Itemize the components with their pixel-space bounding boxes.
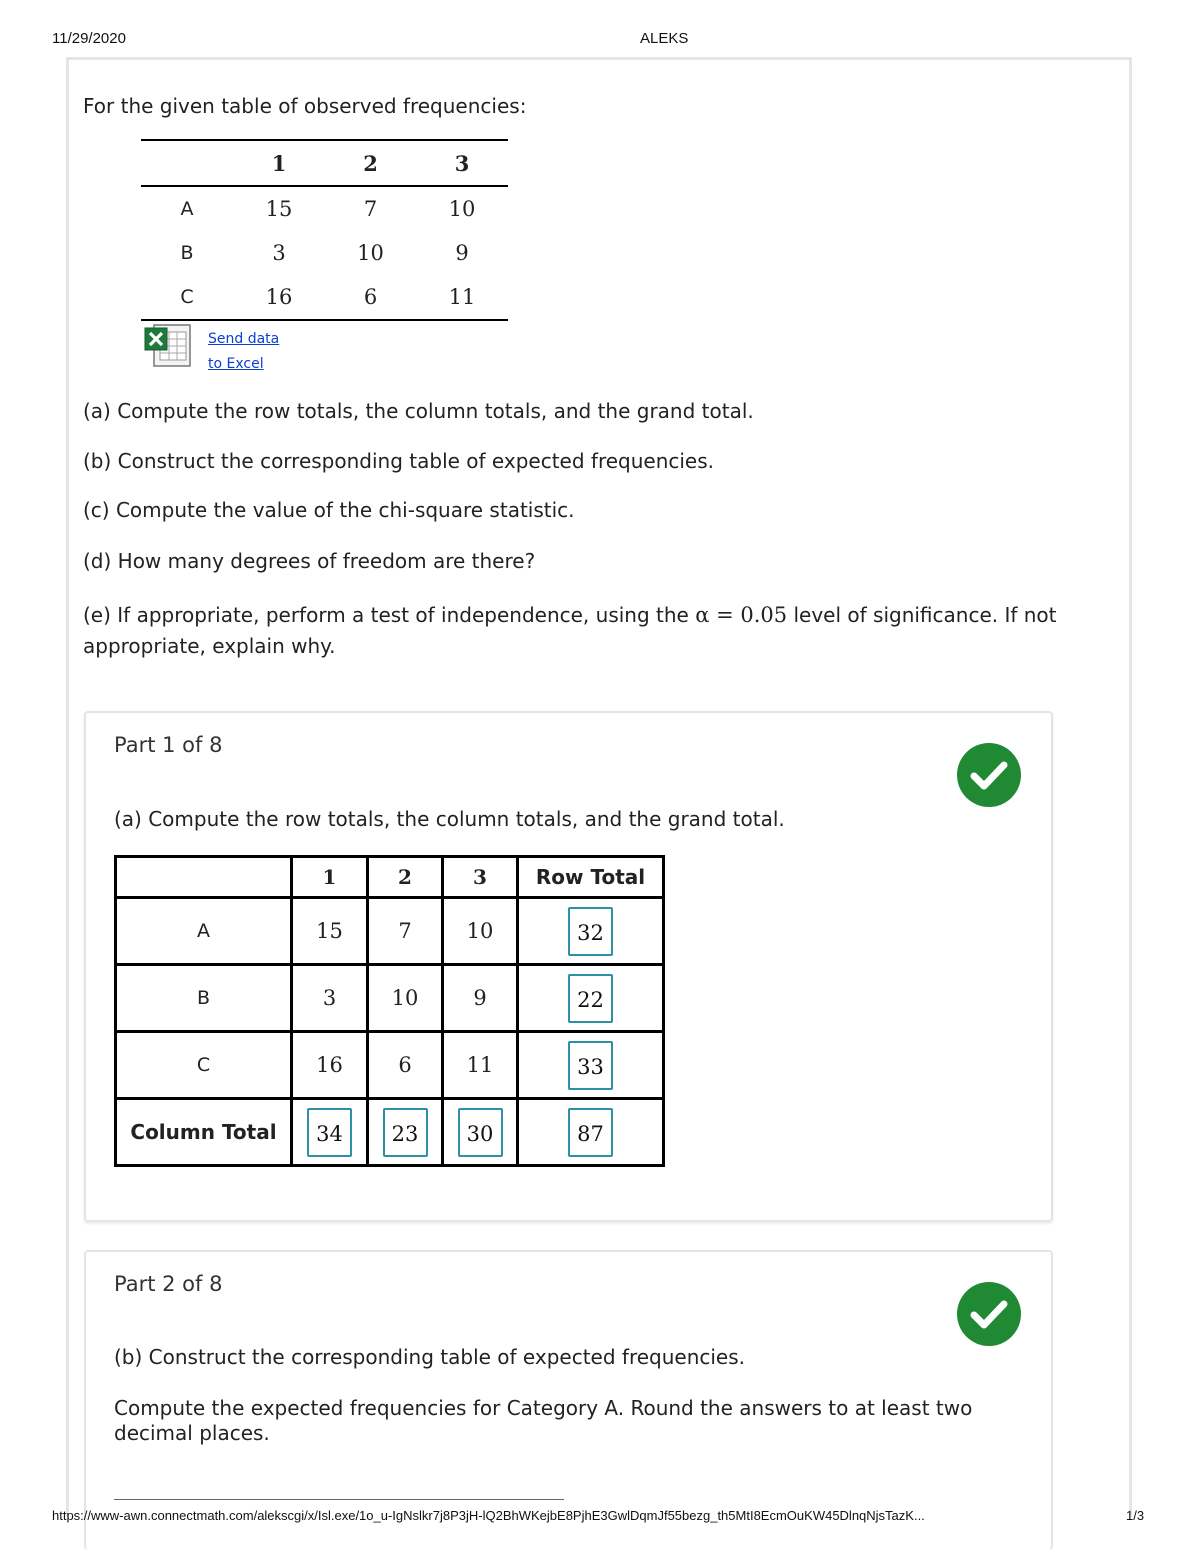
table-row bbox=[116, 965, 664, 1032]
column-header: 1 bbox=[292, 857, 368, 898]
answer-box[interactable]: 34 bbox=[307, 1108, 352, 1157]
question-e bbox=[83, 600, 1073, 662]
part-prompt: (a) Compute the row totals, the column totals, and the grand total. bbox=[114, 807, 785, 831]
part-instruction: Compute the expected frequencies for Category A. Round the answers to at least two decimal places. bbox=[114, 1396, 973, 1445]
column-total-cell bbox=[443, 1099, 518, 1166]
part-prompt: (b) Construct the corresponding table of expected frequencies. bbox=[114, 1345, 746, 1369]
cell-value: 9 bbox=[455, 241, 469, 265]
footer-divider bbox=[114, 1499, 564, 1500]
answer-box[interactable]: 30 bbox=[458, 1108, 503, 1157]
cell-value: 3 bbox=[292, 965, 368, 1032]
part-title: Part 1 of 8 bbox=[114, 733, 223, 757]
row-label: A bbox=[116, 898, 292, 965]
cell-value: 7 bbox=[363, 197, 378, 221]
table-row bbox=[116, 1032, 664, 1099]
column-header: 1 bbox=[271, 150, 287, 176]
cell-value: 3 bbox=[272, 241, 286, 265]
question-e-text-end: level of significance. If not appropriate, explain why. bbox=[83, 603, 1057, 658]
cell-value: 15 bbox=[265, 197, 293, 221]
table-row bbox=[116, 898, 664, 965]
table-row bbox=[141, 186, 508, 231]
table-row bbox=[141, 275, 508, 320]
cell-value: 10 bbox=[368, 965, 443, 1032]
part-1-panel bbox=[84, 711, 1053, 1222]
column-header: 3 bbox=[454, 150, 470, 176]
column-header: 2 bbox=[368, 857, 443, 898]
row-label: C bbox=[116, 1032, 292, 1099]
column-total-row bbox=[116, 1099, 664, 1166]
footer-url: https://www-awn.connectmath.com/alekscgi/x/Isl.exe/1o_u-IgNslkr7j8P3jH-lQ2BhWKejbE8PjhE3GwlDqmJf55bezg_th5MtI8EcmOuKW45DlnqNjsTazK... bbox=[52, 1508, 925, 1523]
print-title: ALEKS bbox=[640, 30, 689, 47]
cell-value: 6 bbox=[363, 285, 378, 309]
cell-value: 10 bbox=[357, 241, 384, 265]
totals-table bbox=[114, 855, 665, 1167]
question-a: (a) Compute the row totals, the column totals, and the grand total. bbox=[83, 399, 754, 423]
column-header: 3 bbox=[443, 857, 518, 898]
column-total-label: Column Total bbox=[116, 1099, 292, 1166]
cell-value: 10 bbox=[443, 898, 518, 965]
send-to-excel-link[interactable] bbox=[208, 327, 279, 377]
question-d: (d) How many degrees of freedom are there? bbox=[83, 549, 536, 573]
column-total-cell bbox=[368, 1099, 443, 1166]
cell-value: 10 bbox=[448, 197, 476, 221]
row-total-cell bbox=[518, 898, 664, 965]
page-number: 1/3 bbox=[1126, 1508, 1145, 1523]
answer-box[interactable]: 33 bbox=[568, 1041, 613, 1090]
send-data-link-line2[interactable]: to Excel bbox=[208, 356, 264, 372]
row-label: A bbox=[180, 198, 194, 220]
grand-total-box[interactable]: 87 bbox=[568, 1108, 613, 1157]
answer-box[interactable]: 22 bbox=[568, 974, 613, 1023]
row-label: C bbox=[180, 286, 194, 308]
answer-box[interactable]: 32 bbox=[568, 907, 613, 956]
row-total-cell bbox=[518, 1032, 664, 1099]
part-title: Part 2 of 8 bbox=[114, 1272, 223, 1296]
print-date: 11/29/2020 bbox=[52, 30, 126, 47]
question-b: (b) Construct the corresponding table of expected frequencies. bbox=[83, 449, 715, 473]
part-2-panel bbox=[84, 1250, 1053, 1550]
row-total-header: Row Total bbox=[518, 857, 664, 898]
check-circle-icon bbox=[957, 1282, 1021, 1346]
send-data-link-line1[interactable]: Send data bbox=[208, 331, 280, 347]
row-label: B bbox=[180, 242, 194, 264]
cell-value: 7 bbox=[368, 898, 443, 965]
row-total-cell bbox=[518, 965, 664, 1032]
answer-box[interactable]: 23 bbox=[383, 1108, 428, 1157]
check-circle-icon bbox=[957, 743, 1021, 807]
grand-total-cell bbox=[518, 1099, 664, 1166]
cell-value: 16 bbox=[265, 285, 293, 309]
observed-frequencies-table bbox=[141, 139, 508, 321]
cell-value: 9 bbox=[443, 965, 518, 1032]
table-header-row bbox=[141, 140, 508, 186]
problem-intro: For the given table of observed frequencies: bbox=[83, 94, 527, 118]
question-c: (c) Compute the value of the chi-square statistic. bbox=[83, 498, 575, 522]
table-header-row bbox=[116, 857, 664, 898]
column-header bbox=[116, 857, 292, 898]
column-header: 2 bbox=[363, 150, 378, 176]
row-label: B bbox=[116, 965, 292, 1032]
cell-value: 15 bbox=[292, 898, 368, 965]
alpha-value: α = 0.05 bbox=[695, 603, 788, 627]
cell-value: 6 bbox=[368, 1032, 443, 1099]
column-header bbox=[141, 140, 233, 186]
excel-icon[interactable] bbox=[144, 324, 192, 368]
question-e-text: (e) If appropriate, perform a test of independence, using the bbox=[83, 603, 696, 627]
cell-value: 16 bbox=[292, 1032, 368, 1099]
table-row bbox=[141, 231, 508, 275]
column-total-cell bbox=[292, 1099, 368, 1166]
cell-value: 11 bbox=[448, 285, 476, 309]
cell-value: 11 bbox=[443, 1032, 518, 1099]
